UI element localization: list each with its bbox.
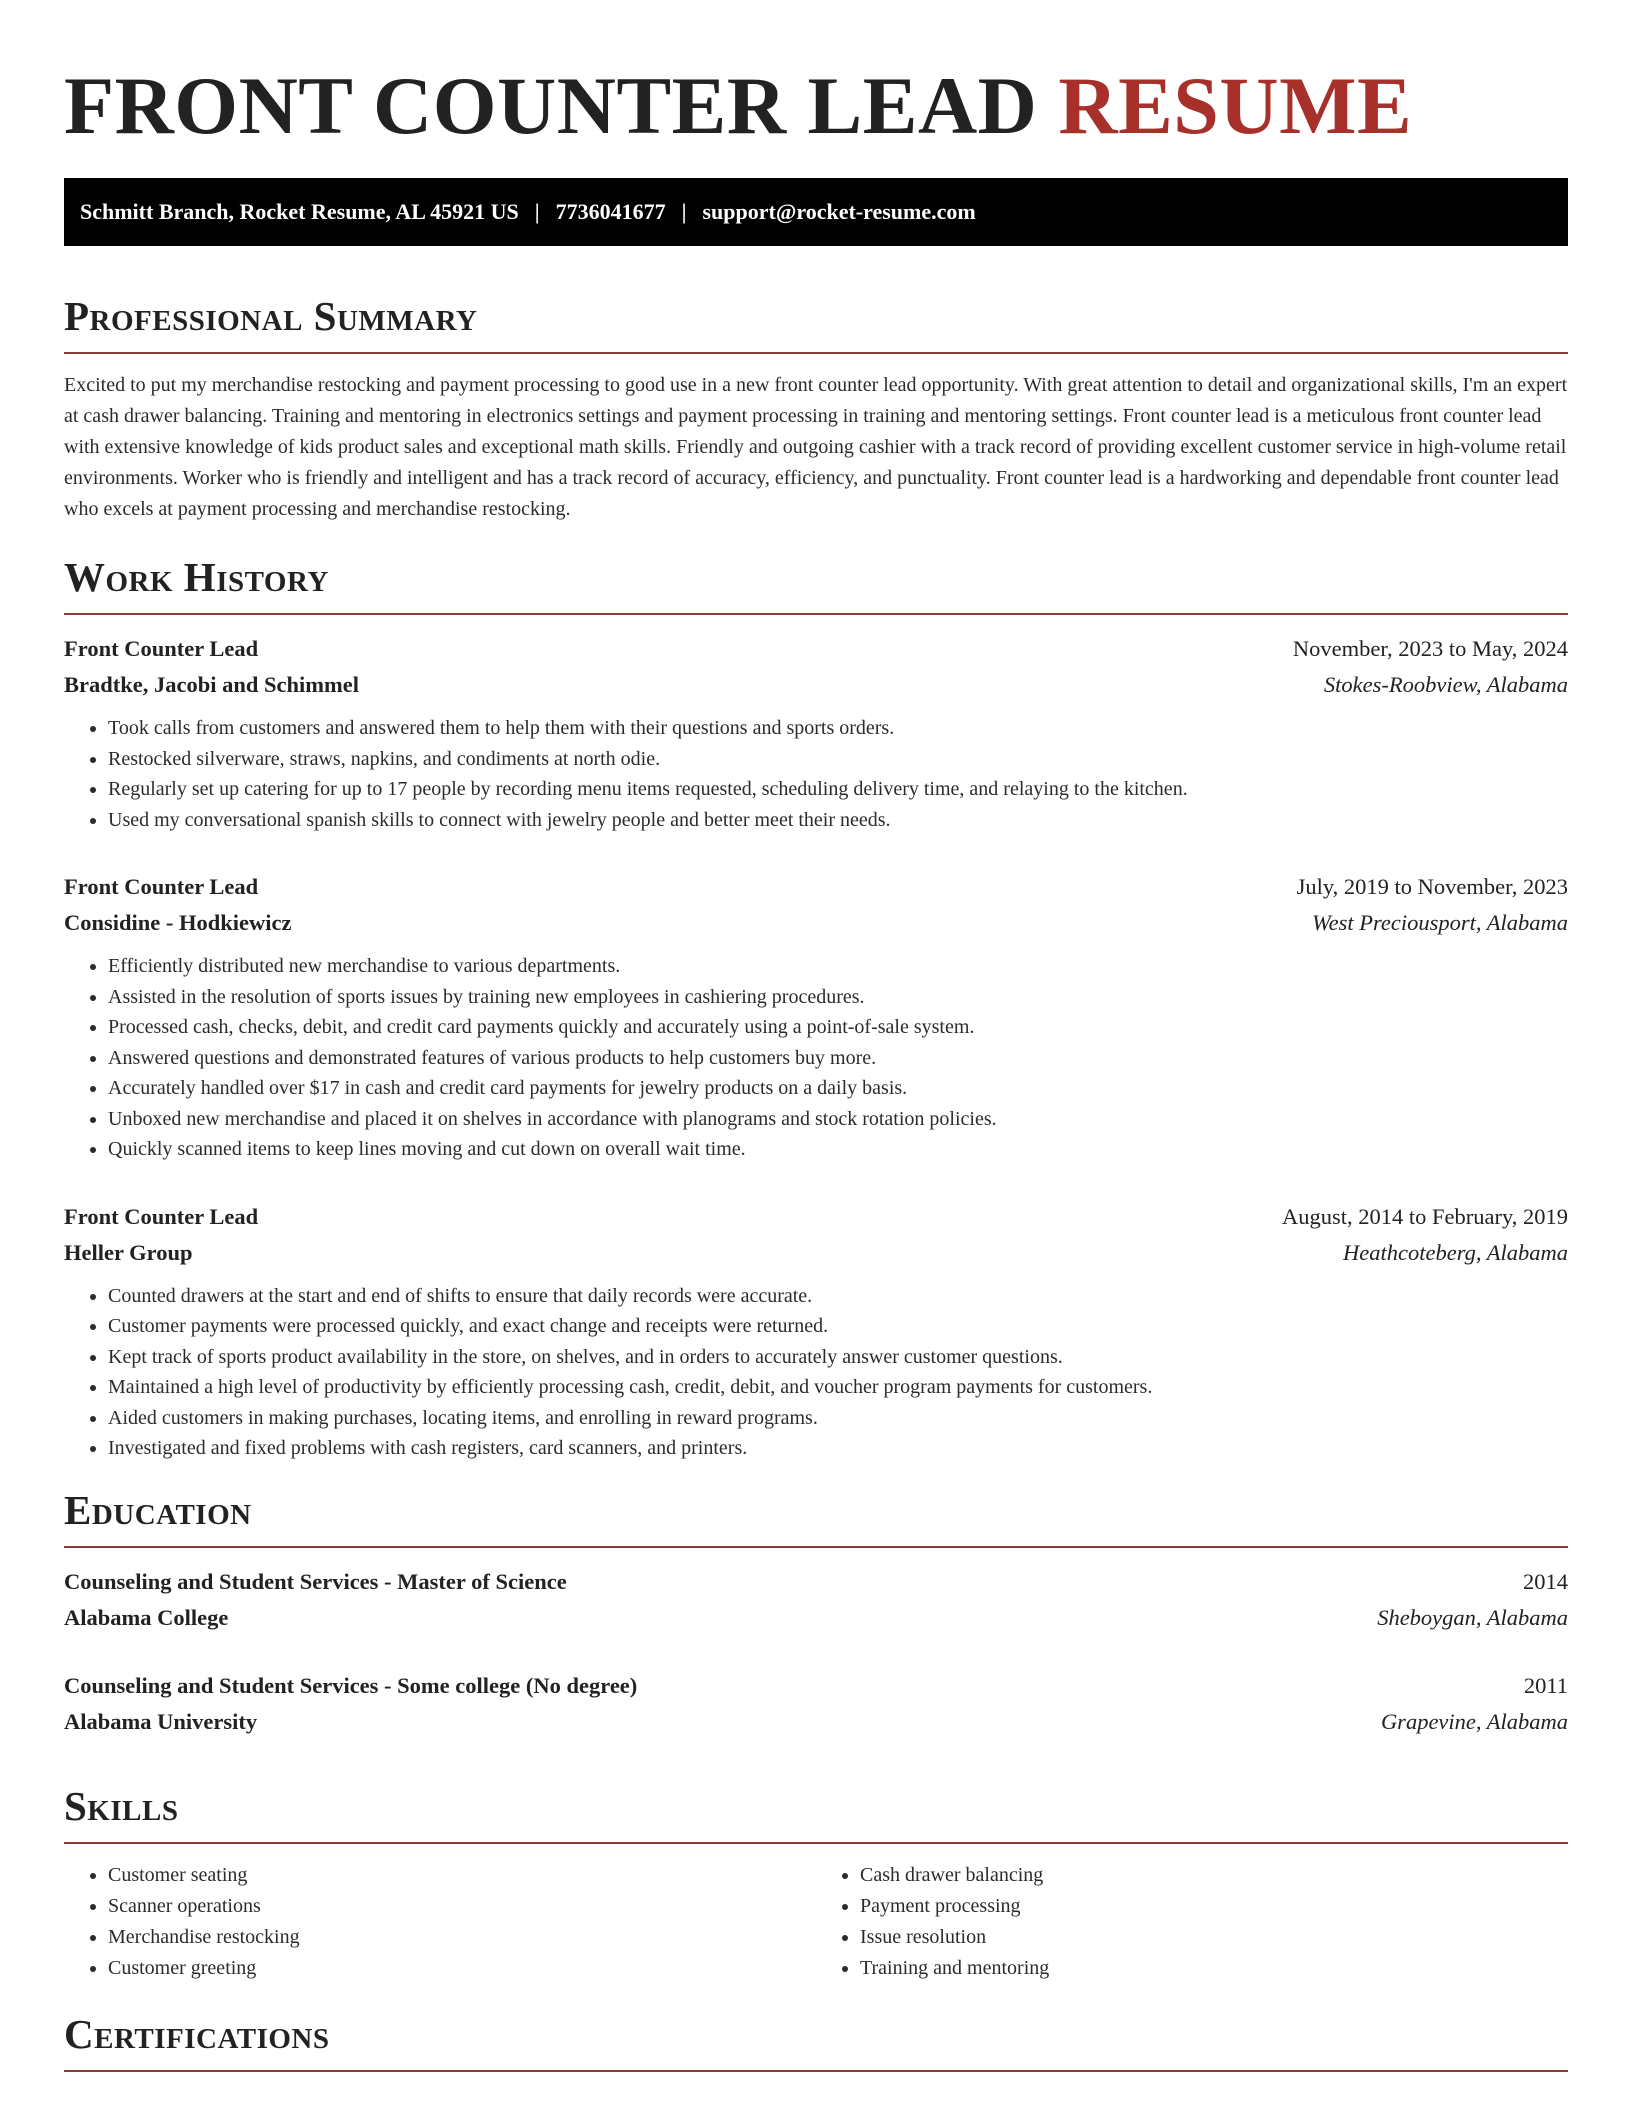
- contact-address: Schmitt Branch, Rocket Resume, AL 45921 US: [80, 199, 519, 224]
- education-location: Sheboygan, Alabama: [1377, 1604, 1568, 1630]
- job-title: Front Counter Lead: [64, 636, 259, 661]
- section-divider: [64, 2070, 1568, 2072]
- job-company-row: [64, 1235, 1568, 1271]
- job-bullet: • Unboxed new merchandise and placed it on shelves in accordance with planograms and stock rotation policies.: [108, 1104, 1568, 1135]
- job-header-row: [64, 869, 1568, 905]
- summary-text: Excited to put my merchandise restocking and payment processing to good use in a new front counter lead opportunity. With great attention to detail and organizational skills, I'm an expert at cash drawer balancing. Training and mentoring in electronics settings and payment processing in training and mentoring settings. Front counter lead is a meticulous front counter lead with extensive knowledge of kids product sales and exceptional math skills. Friendly and outgoing cashier with a track record of providing excellent customer service in high-volume retail environments. Worker who is friendly and intelligent and has a track record of accuracy, efficiency, and punctuality. Front counter lead is a hardworking and dependable front counter lead who excels at payment processing and merchandise restocking.: [64, 374, 1568, 520]
- job-title: Front Counter Lead: [64, 874, 259, 899]
- contact-bar: [64, 178, 1568, 246]
- education-entry: [64, 1564, 1568, 1636]
- skill-item: • Merchandise restocking: [108, 1922, 816, 1953]
- job-title: Front Counter Lead: [64, 1203, 259, 1229]
- job-bullets: [64, 951, 1568, 1165]
- education-entry: [64, 1668, 1568, 1740]
- summary-section: [64, 290, 1568, 525]
- job-bullet: • Customer payments were processed quickly, and exact change and receipts were returned.: [108, 1311, 1568, 1342]
- job-bullet: • Accurately handled over $17 in cash and credit card payments for jewelry products on a daily basis.: [108, 1073, 1568, 1104]
- skill-item: • Scanner operations: [108, 1891, 816, 1922]
- job-bullet: • Kept track of sports product availability in the store, on shelves, and in orders to accurately answer customer questions.: [108, 1342, 1568, 1373]
- certifications-section: [64, 2008, 1568, 2072]
- education-degree-row: [64, 1564, 1568, 1600]
- section-divider: [64, 1842, 1568, 1844]
- job-bullet: • Processed cash, checks, debit, and credit card payments quickly and accurately using a point-of-sale system.: [108, 1012, 1568, 1043]
- job-dates: November, 2023 to May, 2024: [1292, 636, 1568, 661]
- section-divider: [64, 352, 1568, 354]
- job-company-row: [64, 667, 1568, 703]
- skills-columns: [64, 1860, 1568, 1984]
- job-bullet: • Efficiently distributed new merchandise to various departments.: [108, 951, 1568, 982]
- title-accent: RESUME: [1058, 60, 1413, 151]
- section-heading-certifications: Certifications: [64, 2010, 330, 2057]
- skill-item: • Payment processing: [860, 1891, 1568, 1922]
- education-degree: Counseling and Student Services - Some college (No degree): [64, 1672, 638, 1698]
- job-entry: [64, 1199, 1568, 1464]
- section-heading-skills: Skills: [64, 1782, 179, 1829]
- education-year: 2011: [1523, 1672, 1568, 1698]
- education-section: [64, 1484, 1568, 1740]
- job-bullet: • Aided customers in making purchases, locating items, and enrolling in reward programs.: [108, 1403, 1568, 1434]
- skills-list-right: [816, 1860, 1568, 1984]
- section-heading-summary: Professional Summary: [64, 293, 478, 339]
- job-bullet: • Took calls from customers and answered them to help them with their questions and sports orders.: [108, 713, 1568, 744]
- education-school-row: [64, 1704, 1568, 1740]
- education-year: 2014: [1523, 1568, 1568, 1594]
- job-location: West Preciousport, Alabama: [1311, 910, 1568, 935]
- job-header-row: [64, 1199, 1568, 1235]
- contact-separator: |: [681, 199, 687, 224]
- job-company: Considine - Hodkiewicz: [64, 910, 292, 935]
- job-dates: July, 2019 to November, 2023: [1296, 874, 1568, 899]
- job-bullets: [64, 1281, 1568, 1464]
- resume-title: [64, 0, 1568, 154]
- job-bullet: • Answered questions and demonstrated features of various products to help customers buy more.: [108, 1043, 1568, 1074]
- job-bullet: • Counted drawers at the start and end of shifts to ensure that daily records were accurate.: [108, 1281, 1568, 1312]
- job-bullet: • Quickly scanned items to keep lines moving and cut down on overall wait time.: [108, 1134, 1568, 1165]
- section-heading-work: Work History: [64, 554, 329, 600]
- job-bullet: • Investigated and fixed problems with cash registers, card scanners, and printers.: [108, 1433, 1568, 1464]
- job-entry: [64, 869, 1568, 1165]
- education-school-row: [64, 1600, 1568, 1636]
- job-location: Heathcoteberg, Alabama: [1343, 1239, 1568, 1265]
- job-bullet: • Maintained a high level of productivity by efficiently processing cash, credit, debit, and voucher program payments for customers.: [108, 1372, 1568, 1403]
- skill-item: • Customer greeting: [108, 1953, 816, 1984]
- contact-phone: 7736041677: [555, 199, 666, 224]
- work-history-section: [64, 551, 1568, 1464]
- job-header-row: [64, 631, 1568, 667]
- skill-item: • Issue resolution: [860, 1922, 1568, 1953]
- skills-list-left: [64, 1860, 816, 1984]
- job-company: Bradtke, Jacobi and Schimmel: [64, 672, 360, 697]
- education-school: Alabama College: [64, 1604, 229, 1630]
- job-bullet: • Restocked silverware, straws, napkins, and condiments at north odie.: [108, 744, 1568, 775]
- section-divider: [64, 613, 1568, 615]
- education-school: Alabama University: [64, 1708, 258, 1734]
- job-company-row: [64, 905, 1568, 941]
- job-location: Stokes-Roobview, Alabama: [1323, 672, 1568, 697]
- section-heading-education: Education: [64, 1486, 252, 1533]
- job-entry: [64, 631, 1568, 835]
- contact-separator: |: [534, 199, 540, 224]
- job-bullet: • Used my conversational spanish skills to connect with jewelry people and better meet their needs.: [108, 805, 1568, 836]
- skill-item: • Training and mentoring: [860, 1953, 1568, 1984]
- contact-email: support@rocket-resume.com: [702, 199, 976, 224]
- education-location: Grapevine, Alabama: [1380, 1708, 1568, 1734]
- education-degree-row: [64, 1668, 1568, 1704]
- skill-item: • Cash drawer balancing: [860, 1860, 1568, 1891]
- job-dates: August, 2014 to February, 2019: [1281, 1203, 1568, 1229]
- skill-item: • Customer seating: [108, 1860, 816, 1891]
- title-main: FRONT COUNTER LEAD: [64, 60, 1038, 151]
- job-bullet: • Regularly set up catering for up to 17 people by recording menu items requested, scheduling delivery time, and relaying to the kitchen.: [108, 774, 1568, 805]
- job-company: Heller Group: [64, 1239, 193, 1265]
- job-bullet: • Assisted in the resolution of sports issues by training new employees in cashiering procedures.: [108, 982, 1568, 1013]
- education-degree: Counseling and Student Services - Master of Science: [64, 1568, 567, 1594]
- job-bullets: [64, 713, 1568, 835]
- skills-section: [64, 1780, 1568, 1984]
- section-divider: [64, 1546, 1568, 1548]
